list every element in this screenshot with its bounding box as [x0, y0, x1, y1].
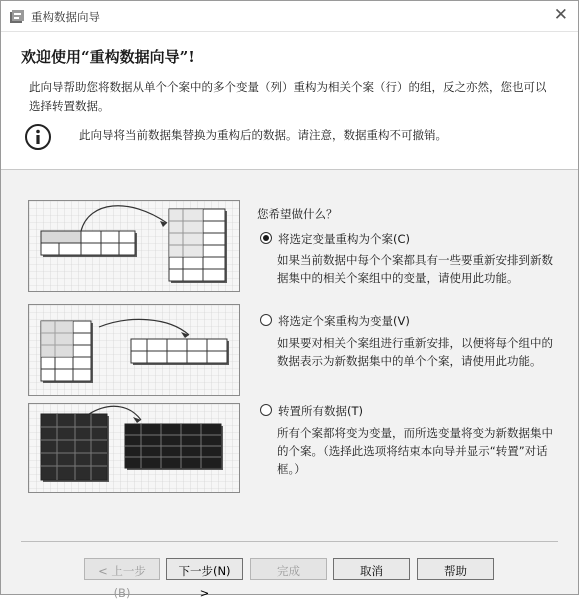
cancel-button[interactable]: 取消	[333, 558, 410, 580]
option-description: 所有个案都将变为变量，而所选变量将变为新数据集中的个案。（选择此选项将结束本向导并显示“转置”对话框。）	[277, 426, 553, 476]
option-description: 如果当前数据中每个个案都具有一些要重新安排到新数据集中的相关个案组中的变量，请使用此功能。	[277, 253, 553, 285]
question-label: 您希望做什么？	[257, 207, 338, 221]
illustration-cases-to-variables-graphic	[29, 305, 239, 395]
radio-transpose[interactable]	[260, 404, 272, 416]
option-label[interactable]: 将选定个案重构为变量(V)	[278, 314, 410, 328]
window-title: 重构数据向导	[31, 10, 100, 24]
title-bar	[1, 1, 578, 32]
radio-variables-to-cases[interactable]	[260, 232, 272, 244]
close-icon[interactable]: ✕	[553, 5, 568, 25]
info-icon	[24, 123, 52, 151]
illustration-variables-to-cases	[28, 200, 240, 292]
option-label[interactable]: 将选定变量重构为个案(C)	[278, 232, 411, 246]
footer-divider	[21, 541, 558, 542]
radio-cases-to-variables[interactable]	[260, 314, 272, 326]
welcome-heading: 欢迎使用“重构数据向导”!	[21, 48, 195, 66]
intro-text: 此向导帮助您将数据从单个个案中的多个变量（列）重构为相关个案（行）的组，反之亦然，您也可以选择转置数据。	[29, 80, 547, 113]
illustration-transpose	[28, 403, 240, 493]
finish-button[interactable]: 完成	[250, 558, 327, 580]
illustration-variables-to-cases-graphic	[29, 201, 239, 291]
option-description: 如果要对相关个案组进行重新安排，以便将每个组中的数据表示为新数据集中的单个个案，请使用此功能。	[277, 336, 553, 368]
next-button[interactable]: 下一步(N) >	[166, 558, 243, 580]
notice-text: 此向导将当前数据集替换为重构后的数据。请注意，数据重构不可撤销。	[79, 128, 447, 142]
wizard-header	[1, 32, 578, 170]
option-label[interactable]: 转置所有数据(T)	[278, 404, 363, 418]
spss-app-icon	[9, 9, 25, 24]
illustration-transpose-graphic	[29, 404, 239, 492]
back-button[interactable]: < 上一步(B)	[84, 558, 160, 580]
illustration-cases-to-variables	[28, 304, 240, 396]
help-button[interactable]: 帮助	[417, 558, 494, 580]
